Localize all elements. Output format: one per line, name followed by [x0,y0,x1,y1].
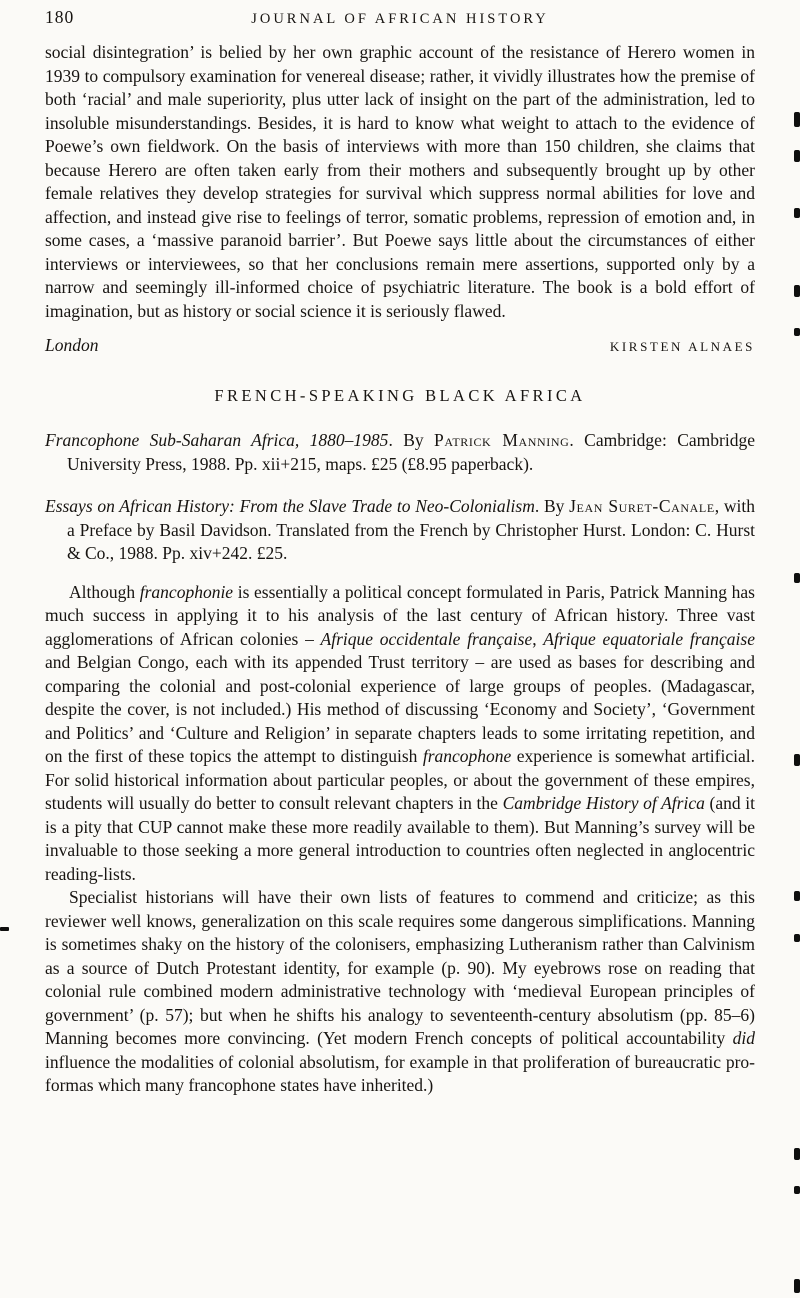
scan-artifact [794,112,800,127]
scan-artifact [794,934,800,942]
scan-artifact [0,927,9,931]
reviewer-location: London [45,335,99,355]
running-head [45,7,755,28]
reviewer-name: KIRSTEN ALNAES [609,339,755,354]
scan-artifact [794,328,800,336]
review-paragraph-2: Specialist historians will have their own lists of features to commend and criticize; as this reviewer well knows, generalization on this scale requires some dangerous simplifications. Manning is sometimes shaky on the history of the colonisers, emphasizing Lutheranism rather than Calvinism as a source of Dutch Protestant identity, for example (p. 90). My eyebrows rose on reading that colonial rule combined modern administrative technology with ‘medieval European principles of government’ (p. 57); but when he shifts his analogy to seventeenth-century absolutism (pp. 85–6) Manning becomes more convincing. (Yet modern French concepts of political accountability did influence the modalities of colonial absolutism, for example in that proliferation of bureaucratic pro-formas which many francophone states have inherited.) [45,887,755,1095]
scan-artifact [794,208,800,218]
scan-artifact [794,285,800,297]
scan-artifact [794,150,800,162]
review-paragraph-1: Although francophonie is essentially a political concept formulated in Paris, Patrick Manning has much success in applying it to his analysis of the last century of African history. Three vast agglomerations of African colonies – Afrique occidentale française, Afrique equatoriale française and Belgian Congo, each with its appended Trust territory – are used as bases for describing and comparing the colonial and post-colonial experience of large groups of peoples. (Madagascar, despite the cover, is not included.) His method of discussing ‘Economy and Society’, ‘Government and Politics’ and ‘Culture and Religion’ in separate chapters leads to some irritating repetition, and on the first of these topics the attempt to distinguish francophone experience is somewhat artificial. For solid historical information about particular peoples, or about the government of these empires, students will usually do better to consult relevant chapters in the Cambridge History of Africa (and it is a pity that CUP cannot make these more readily available to them). But Manning’s survey will be invaluable to those seeking a more general introduction to countries often neglected in anglocentric reading-lists. [45,581,756,884]
review-signature [45,335,755,356]
section-heading: FRENCH-SPEAKING BLACK AFRICA [214,386,586,405]
scan-artifact [794,754,800,766]
scan-artifact [794,1279,800,1293]
journal-title: JOURNAL OF AFRICAN HISTORY [251,11,549,27]
book-citation-manning: Francophone Sub-Saharan Africa, 1880–1985. By Patrick Manning. Cambridge: Cambridge University Press, 1988. Pp. xii+215, maps. £25 (£8.95 paperback). [45,430,755,474]
review-continuation-paragraph: social disintegration’ is belied by her own graphic account of the resistance of Herero women in 1939 to compulsory examination for venereal disease; rather, it vividly illustrates how the premise of both ‘racial’ and male superiority, plus utter lack of insight on the part of the administration, led to insoluble misunderstandings. Besides, it is hard to know what weight to attach to the evidence of Poewe’s own fieldwork. On the basis of interviews with more than 150 children, she claims that because Herero are often taken early from their mothers and subsequently brought up by other female relatives they develop strategies for survival which suppress normal abilities for love and affection, and instead give rise to feelings of terror, somatic problems, repression of emotion and, in some cases, a ‘massive paranoid barrier’. But Poewe says little about the circumstances of either interviews or interviewees, so that her conclusions remain mere assertions, supported only by a narrow and seemingly ill-informed choice of psychiatric literature. The book is a bold effort of imagination, but as history or social science it is seriously flawed. [45,42,755,321]
scan-artifact [794,1186,800,1194]
scan-artifact [794,891,800,901]
book-citation-suret-canale: Essays on African History: From the Slave Trade to Neo-Colonialism. By Jean Suret-Canale, with a Preface by Basil Davidson. Translated from the French by Christopher Hurst. London: C. Hurst & Co., 1988. Pp. xiv+242. £25. [45,496,755,563]
scan-artifact [794,1148,800,1160]
page-number: 180 [45,7,75,27]
scan-artifact [794,573,800,583]
